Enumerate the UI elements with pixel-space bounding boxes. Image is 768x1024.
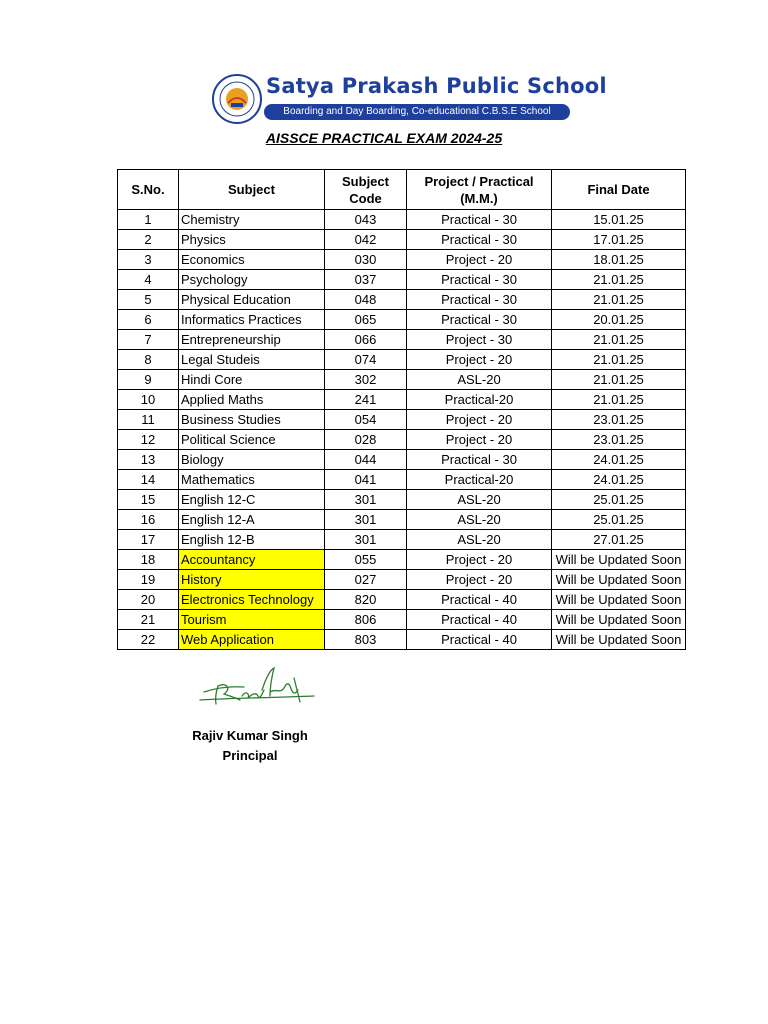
cell-project-practical: ASL-20 [407,510,552,530]
principal-title: Principal [222,748,278,763]
cell-project-practical: Practical - 30 [407,270,552,290]
table-row [118,430,686,450]
cell-final-date: 21.01.25 [552,330,686,350]
cell-subject: English 12-C [179,490,325,510]
cell-project-practical: Project - 20 [407,350,552,370]
principal-name: Rajiv Kumar Singh [192,728,308,743]
table-row [118,390,686,410]
table-body [118,210,686,650]
table-row [118,230,686,250]
cell-project-practical: Practical - 30 [407,450,552,470]
cell-sno: 17 [118,530,179,550]
cell-project-practical: Practical - 30 [407,290,552,310]
cell-project-practical: Practical-20 [407,470,552,490]
cell-subject-code: 301 [325,530,407,550]
cell-final-date: 21.01.25 [552,390,686,410]
cell-subject: Mathematics [179,470,325,490]
cell-sno: 16 [118,510,179,530]
cell-subject-code: 241 [325,390,407,410]
cell-subject: Applied Maths [179,390,325,410]
cell-subject: Tourism [179,610,325,630]
cell-sno: 15 [118,490,179,510]
header-project-practical: Project / Practical (M.M.) [407,170,552,210]
header-subject-code: Subject Code [325,170,407,210]
cell-subject: History [179,570,325,590]
cell-subject-code: 027 [325,570,407,590]
cell-final-date: 24.01.25 [552,470,686,490]
cell-subject-code: 028 [325,430,407,450]
table-row [118,270,686,290]
cell-subject: Entrepreneurship [179,330,325,350]
cell-final-date: 21.01.25 [552,290,686,310]
cell-final-date: Will be Updated Soon [552,570,686,590]
cell-final-date: Will be Updated Soon [552,590,686,610]
cell-project-practical: Project - 20 [407,430,552,450]
cell-sno: 9 [118,370,179,390]
cell-final-date: 25.01.25 [552,490,686,510]
table-row [118,610,686,630]
cell-subject-code: 041 [325,470,407,490]
table-row [118,630,686,650]
cell-sno: 20 [118,590,179,610]
cell-final-date: Will be Updated Soon [552,630,686,650]
header-sno: S.No. [118,170,179,210]
cell-project-practical: ASL-20 [407,370,552,390]
cell-sno: 13 [118,450,179,470]
cell-project-practical: Project - 20 [407,550,552,570]
cell-sno: 18 [118,550,179,570]
cell-subject: Accountancy [179,550,325,570]
table-row [118,530,686,550]
cell-final-date: 21.01.25 [552,270,686,290]
table-row [118,350,686,370]
table-row [118,330,686,350]
cell-project-practical: Practical - 30 [407,310,552,330]
cell-sno: 4 [118,270,179,290]
cell-sno: 19 [118,570,179,590]
cell-subject-code: 074 [325,350,407,370]
cell-subject-code: 820 [325,590,407,610]
cell-subject-code: 037 [325,270,407,290]
cell-sno: 14 [118,470,179,490]
school-logo-icon [212,74,262,124]
cell-sno: 8 [118,350,179,370]
cell-sno: 11 [118,410,179,430]
cell-project-practical: Project - 20 [407,410,552,430]
cell-subject: Economics [179,250,325,270]
cell-final-date: 23.01.25 [552,430,686,450]
cell-final-date: 17.01.25 [552,230,686,250]
cell-project-practical: Project - 30 [407,330,552,350]
cell-subject: Psychology [179,270,325,290]
table-row [118,210,686,230]
cell-subject: Electronics Technology [179,590,325,610]
table-row [118,470,686,490]
cell-subject-code: 806 [325,610,407,630]
cell-final-date: Will be Updated Soon [552,610,686,630]
table-row [118,290,686,310]
cell-project-practical: Practical - 30 [407,230,552,250]
table-row [118,570,686,590]
cell-sno: 3 [118,250,179,270]
school-header [212,72,607,130]
cell-sno: 22 [118,630,179,650]
cell-project-practical: Project - 20 [407,250,552,270]
cell-project-practical: Practical - 40 [407,590,552,610]
cell-sno: 7 [118,330,179,350]
cell-subject-code: 301 [325,510,407,530]
cell-subject-code: 042 [325,230,407,250]
cell-subject-code: 065 [325,310,407,330]
cell-subject: Informatics Practices [179,310,325,330]
cell-subject: Political Science [179,430,325,450]
cell-final-date: 21.01.25 [552,370,686,390]
table-row [118,510,686,530]
cell-final-date: Will be Updated Soon [552,550,686,570]
cell-subject: Physics [179,230,325,250]
table-row [118,250,686,270]
cell-subject: Legal Studeis [179,350,325,370]
school-name: Satya Prakash Public School [266,74,607,98]
cell-subject-code: 054 [325,410,407,430]
cell-project-practical: Practical - 40 [407,630,552,650]
cell-subject-code: 043 [325,210,407,230]
cell-subject: Biology [179,450,325,470]
cell-subject-code: 803 [325,630,407,650]
cell-subject-code: 030 [325,250,407,270]
cell-subject: English 12-B [179,530,325,550]
header-final-date: Final Date [552,170,686,210]
cell-final-date: 18.01.25 [552,250,686,270]
cell-subject-code: 066 [325,330,407,350]
cell-sno: 21 [118,610,179,630]
cell-final-date: 23.01.25 [552,410,686,430]
cell-final-date: 15.01.25 [552,210,686,230]
exam-schedule-table [117,169,686,650]
cell-final-date: 20.01.25 [552,310,686,330]
cell-subject-code: 055 [325,550,407,570]
cell-subject: Web Application [179,630,325,650]
cell-final-date: 24.01.25 [552,450,686,470]
header-subject: Subject [179,170,325,210]
cell-subject: English 12-A [179,510,325,530]
cell-project-practical: Project - 20 [407,570,552,590]
exam-title: AISSCE PRACTICAL EXAM 2024-25 [265,130,503,146]
table-row [118,450,686,470]
cell-sno: 6 [118,310,179,330]
cell-subject-code: 044 [325,450,407,470]
cell-subject: Business Studies [179,410,325,430]
cell-sno: 12 [118,430,179,450]
cell-subject-code: 301 [325,490,407,510]
cell-subject: Chemistry [179,210,325,230]
cell-subject-code: 048 [325,290,407,310]
table-row [118,410,686,430]
cell-sno: 1 [118,210,179,230]
cell-final-date: 25.01.25 [552,510,686,530]
cell-project-practical: Practical-20 [407,390,552,410]
principal-signature [196,664,320,718]
cell-subject: Physical Education [179,290,325,310]
cell-project-practical: Practical - 30 [407,210,552,230]
cell-sno: 10 [118,390,179,410]
cell-project-practical: ASL-20 [407,490,552,510]
table-row [118,590,686,610]
cell-sno: 2 [118,230,179,250]
table-row [118,310,686,330]
table-row [118,370,686,390]
table-header-row [118,170,686,210]
school-tagline: Boarding and Day Boarding, Co-educational C.B.S.E School [264,104,570,120]
cell-project-practical: ASL-20 [407,530,552,550]
cell-final-date: 27.01.25 [552,530,686,550]
cell-sno: 5 [118,290,179,310]
table-row [118,490,686,510]
cell-subject-code: 302 [325,370,407,390]
cell-final-date: 21.01.25 [552,350,686,370]
cell-project-practical: Practical - 40 [407,610,552,630]
cell-subject: Hindi Core [179,370,325,390]
table-row [118,550,686,570]
